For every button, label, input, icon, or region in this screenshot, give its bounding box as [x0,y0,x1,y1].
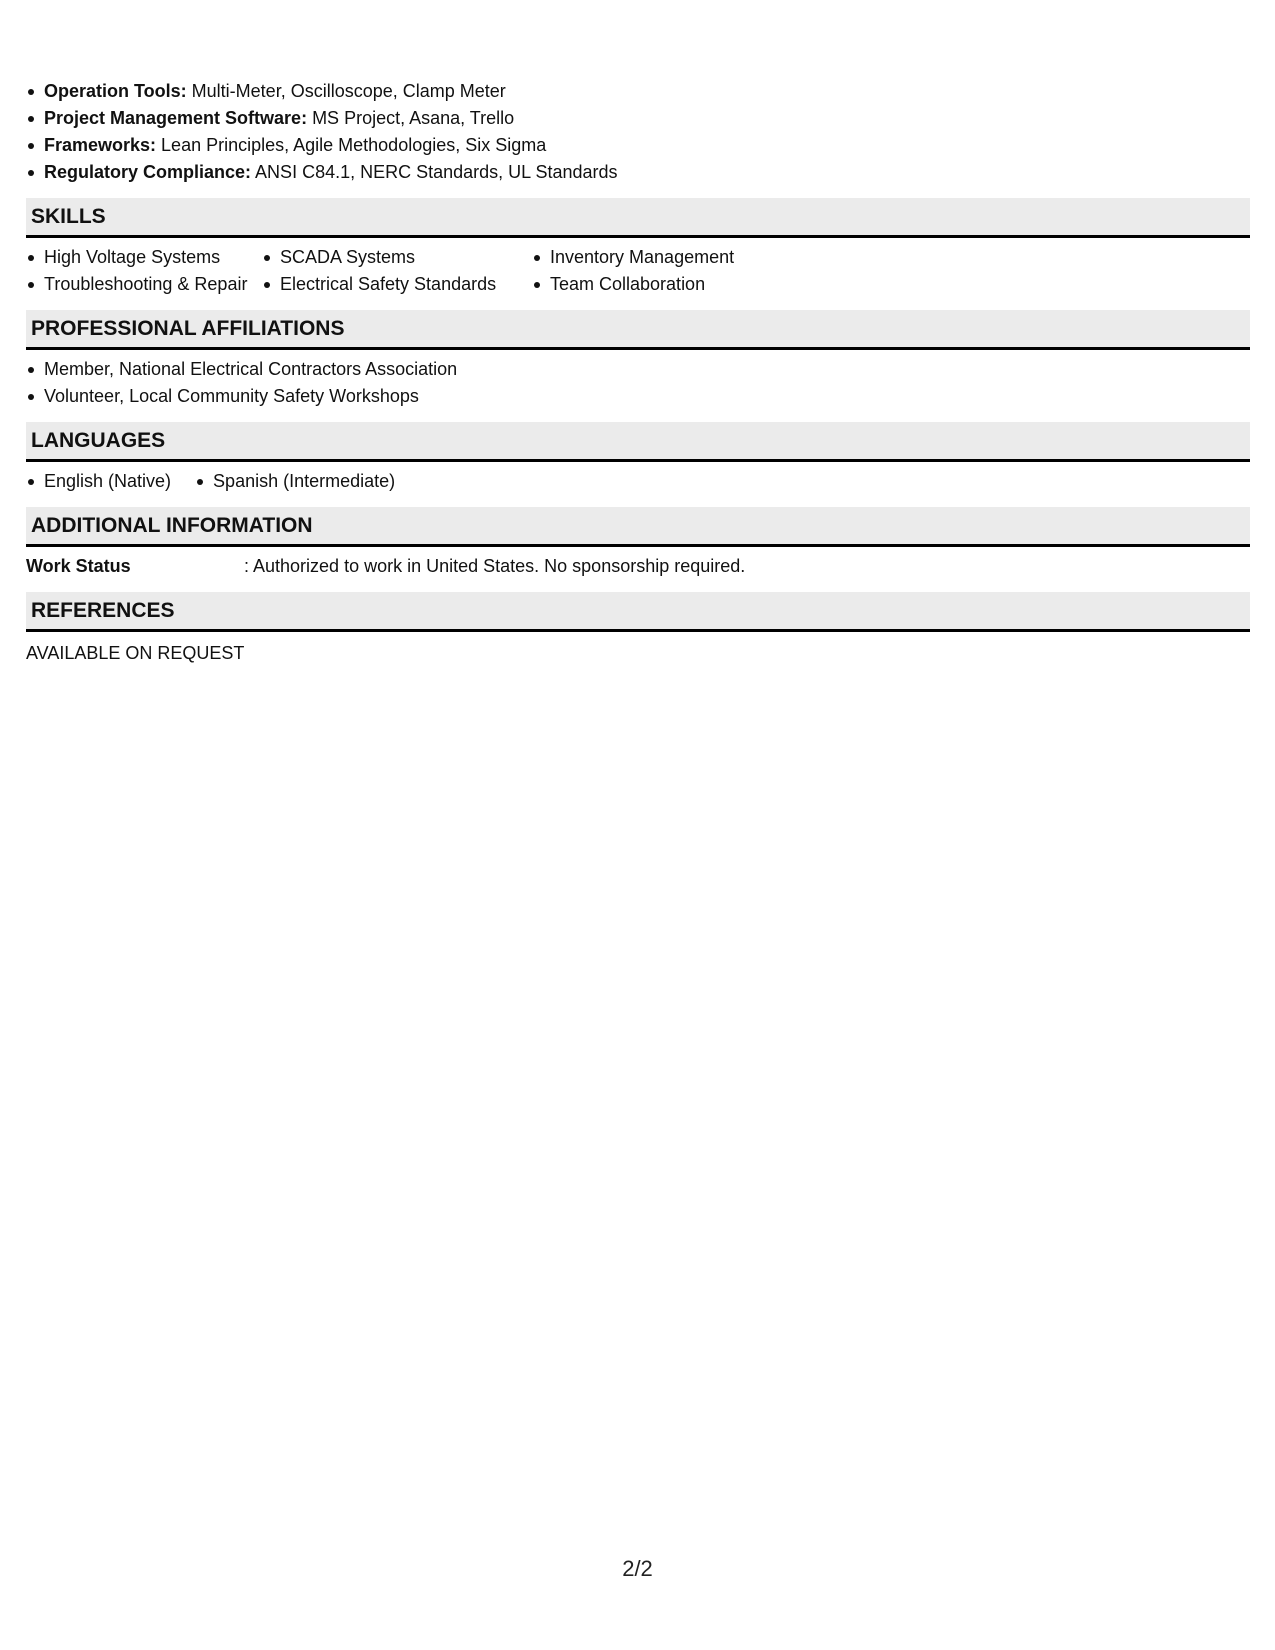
skills-column [26,244,262,298]
tool-label: Operation Tools: [44,81,187,101]
list-item [26,105,1250,132]
skill-item: SCADA Systems [262,244,532,271]
skill-item: Inventory Management [532,244,792,271]
skill-item: Troubleshooting & Repair [26,271,262,298]
tool-label: Frameworks: [44,135,157,155]
language-item: Spanish (Intermediate) [195,468,395,495]
skills-grid [26,244,1250,298]
list-item [26,132,1250,159]
affiliation-item: Volunteer, Local Community Safety Workshops [26,383,1250,410]
list-item [26,159,1250,186]
affiliation-item: Member, National Electrical Contractors Association [26,356,1250,383]
tool-value: Multi-Meter, Oscilloscope, Clamp Meter [186,81,506,101]
tool-value: Lean Principles, Agile Methodologies, Six Sigma [156,135,547,155]
languages-list [26,468,1250,495]
tool-label: Regulatory Compliance: [44,162,252,182]
affiliations-list [26,356,1250,410]
resume-page [26,78,1250,667]
tool-value: ANSI C84.1, NERC Standards, UL Standards [251,162,618,182]
references-text: AVAILABLE ON REQUEST [26,643,245,663]
languages-heading: LANGUAGES [26,422,1250,462]
work-status-label: Work Status [26,556,131,576]
list-item [26,78,1250,105]
skill-item: High Voltage Systems [26,244,262,271]
skills-heading: SKILLS [26,198,1250,238]
skills-column [262,244,532,298]
affiliations-heading: PROFESSIONAL AFFILIATIONS [26,310,1250,350]
work-status-row [26,553,1250,580]
references-heading: REFERENCES [26,592,1250,632]
page-number: 2/2 [622,1556,653,1581]
language-item: English (Native) [26,468,171,495]
tools-list [26,78,1250,186]
skills-column [532,244,792,298]
tool-label: Project Management Software: [44,108,308,128]
additional-info-heading: ADDITIONAL INFORMATION [26,507,1250,547]
tool-value: MS Project, Asana, Trello [307,108,515,128]
skill-item: Team Collaboration [532,271,792,298]
work-status-value: : Authorized to work in United States. No sponsorship required. [244,556,746,576]
skill-item: Electrical Safety Standards [262,271,532,298]
